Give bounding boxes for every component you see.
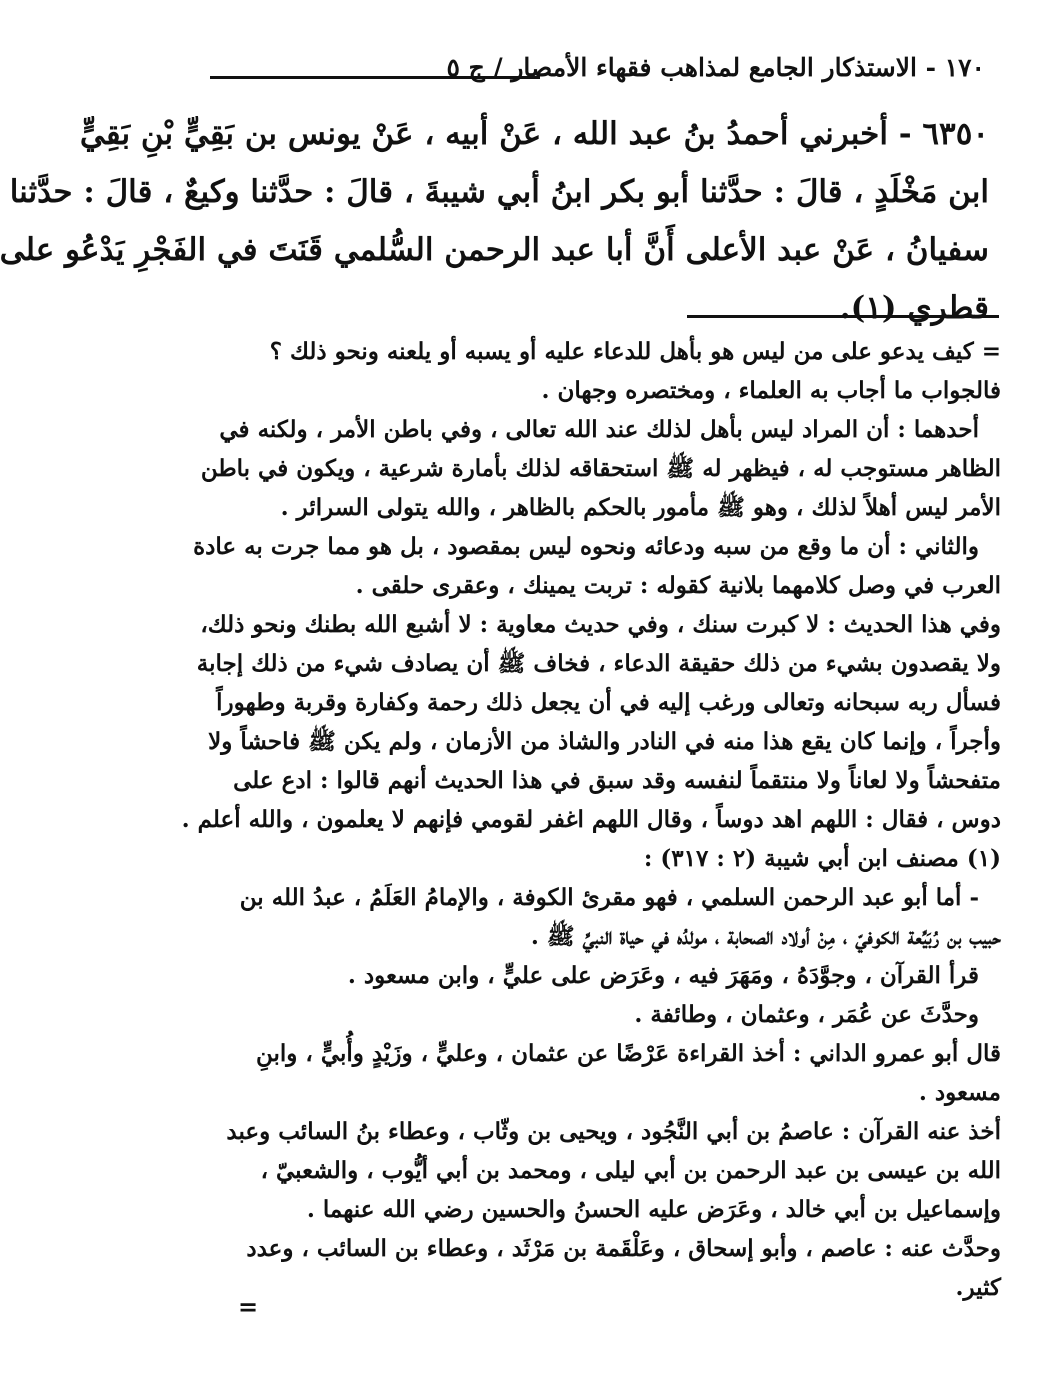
footnote-line: الله بن عيسى بن عبد الرحمن بن أبي ليلى ، ومحمد بن أبي أيُّوب ، والشعبيّ ، bbox=[260, 1157, 1001, 1184]
main-text-line: سفيانُ ، عَنْ عبد الأعلى أَنَّ أبا عبد الرحمن السُّلمي قَنَتَ في الفَجْرِ يَدْعُو على bbox=[0, 232, 989, 268]
page-header bbox=[210, 52, 985, 92]
header-divider bbox=[210, 76, 540, 79]
footnote-line: حبيب بن رُبَيِّعة الكوفيّ ، مِنْ أولاد الصحابة ، مولدُه في حياة النبيِّ ﷺ . bbox=[530, 923, 1001, 950]
footnote-line: متفحشاً ولا لعاناً ولا منتقماً لنفسه وقد سبق في هذا الحديث أنهم قالوا : ادع على bbox=[233, 767, 1001, 794]
continuation-mark: = bbox=[238, 1292, 259, 1321]
footnote-line: - أما أبو عبد الرحمن السلمي ، فهو مقرئ الكوفة ، والإمامُ العَلَمُ ، عبدُ الله بن bbox=[239, 884, 979, 911]
footnote-line: الأمر ليس أهلاً لذلك ، وهو ﷺ مأمور بالحكم بالظاهر ، والله يتولى السرائر . bbox=[280, 494, 1001, 521]
footnote-line: ولا يقصدون بشيء من ذلك حقيقة الدعاء ، فخاف ﷺ أن يصادف شيء من ذلك إجابة bbox=[196, 650, 1001, 677]
main-text-line: ٦٣٥٠ - أخبرني أحمدُ بنُ عبد الله ، عَنْ أبيه ، عَنْ يونس بن بَقِيٍّ بْنِ بَقِيٍّ bbox=[79, 116, 989, 152]
main-hadith-text bbox=[0, 105, 989, 337]
page-header-title: ١٧٠ - الاستذكار الجامع لمذاهب فقهاء الأمصار / ج ٥ bbox=[446, 53, 985, 82]
main-text-line: قطري (١). bbox=[839, 290, 989, 326]
footnote-line: دوس ، فقال : اللهم اهد دوساً ، وقال اللهم اغفر لقومي فإنهم لا يعلمون ، والله أعلم . bbox=[181, 806, 1001, 833]
footnote-line: مسعود . bbox=[918, 1079, 1001, 1106]
footnote-line: كثير. bbox=[955, 1274, 1001, 1301]
footnote-line: أخذ عنه القرآن : عاصمُ بن أبي النَّجُود ، ويحيى بن وثّاب ، وعطاء بنُ السائب وعبد bbox=[226, 1118, 1001, 1145]
main-text-line: ابن مَخْلَدٍ ، قالَ : حدَّثنا أبو بكر ابنُ أبي شيبةَ ، قالَ : حدَّثنا وكيعٌ ، قالَ : حدَّثنا bbox=[9, 174, 989, 210]
footnote-reference: (١) مصنف ابن أبي شيبة (٢ : ٣١٧) : bbox=[643, 845, 1001, 872]
footnote-line: وحدَّث عنه : عاصم ، وأبو إسحاق ، وعَلْقَمة بن مَرْثَد ، وعطاء بن السائب ، وعدد bbox=[246, 1235, 1001, 1262]
footnote-line: وأجراً ، وإنما كان يقع هذا منه في النادر والشاذ من الأزمان ، ولم يكن ﷺ فاحشاً ولا bbox=[208, 728, 1001, 755]
footnote-line: فسأل ربه سبحانه وتعالى ورغب إليه في أن يجعل ذلك رحمة وكفارة وقربة وطهوراً bbox=[216, 689, 1001, 716]
footnote-line: العرب في وصل كلامهما بلانية كقوله : تربت يمينك ، وعقرى حلقى . bbox=[355, 572, 1001, 599]
footnote-line: وحدَّثَ عن عُمَر ، وعثمان ، وطائفة . bbox=[634, 1001, 979, 1028]
footnote-line: والثاني : أن ما وقع من سبه ودعائه ونحوه ليس بمقصود ، بل هو مما جرت به عادة bbox=[193, 533, 979, 560]
footnote-separator bbox=[687, 315, 999, 318]
footnote-line: وفي هذا الحديث : لا كبرت سنك ، وفي حديث معاوية : لا أشبع الله بطنك ونحو ذلك، bbox=[200, 611, 1001, 638]
footnote-line: قرأ القرآن ، وجوَّدَهُ ، ومَهَرَ فيه ، وعَرَض على عليٍّ ، وابن مسعود . bbox=[347, 962, 979, 989]
footnote-line: وإسماعيل بن أبي خالد ، وعَرَض عليه الحسنُ والحسين رضي الله عنهما . bbox=[306, 1196, 1001, 1223]
footnotes-section bbox=[181, 332, 1001, 1307]
footnote-line: أحدهما : أن المراد ليس بأهل لذلك عند الله تعالى ، وفي باطن الأمر ، ولكنه في bbox=[219, 416, 979, 443]
footnote-line: قال أبو عمرو الداني : أخذ القراءة عَرْضًا عن عثمان ، وعليٍّ ، وزَيْدٍ وأُبيٍّ ، وابنِ bbox=[256, 1040, 1001, 1067]
footnote-line: فالجواب ما أجاب به العلماء ، ومختصره وجهان . bbox=[541, 377, 1001, 404]
footnote-line: الظاهر مستوجب له ، فيظهر له ﷺ استحقاقه لذلك بأمارة شرعية ، ويكون في باطن bbox=[200, 455, 1001, 482]
footnote-line: = كيف يدعو على من ليس هو بأهل للدعاء عليه أو يسبه أو يلعنه ونحو ذلك ؟ bbox=[269, 338, 1001, 365]
